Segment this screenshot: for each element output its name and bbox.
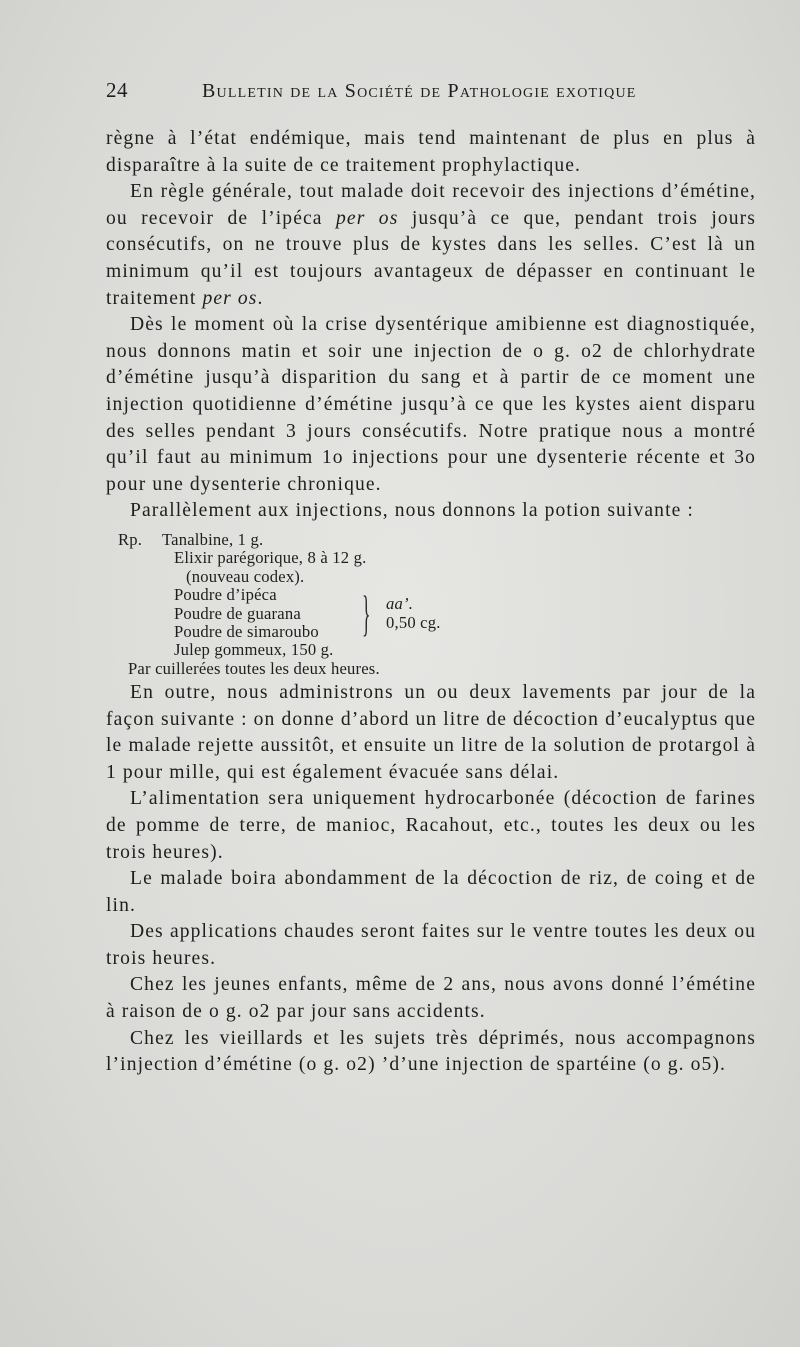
rx-ingredient: Poudre d’ipéca <box>174 585 277 605</box>
rx-ana-partes: aa’. <box>386 594 414 614</box>
prescription <box>106 531 756 678</box>
rx-ingredient: Poudre de simaroubo <box>174 621 319 641</box>
paragraph: Le malade boira abondamment de la décoction de riz, de coing et de lin. <box>106 868 756 916</box>
running-title: Bulletin de la Société de Pathologie exotique <box>202 80 637 102</box>
text-run: En règle générale, tout malade doit recevoir des injections d’émétine, ou recevoir de l’ipéca <box>106 181 756 229</box>
paragraph-continued: règne à l’état endémique, mais tend maintenant de plus en plus à disparaître à la suite de ce traitement prophylactique. <box>106 128 756 176</box>
rx-line: (nouveau codex). <box>186 566 305 586</box>
paragraph <box>106 179 756 312</box>
paragraph: Chez les jeunes enfants, même de 2 ans, nous avons donné l’émétine à raison de o g. o2 par jour sans accidents. <box>106 974 756 1023</box>
paragraph: Parallèlement aux injections, nous donnons la potion suivante : <box>130 500 694 522</box>
brace-symbol: } <box>362 585 371 642</box>
paragraph: Chez les vieillards et les sujets très déprimés, nous accompagnons l’injection d’émétine (o g. o2) ’d’une injection de spartéine (o g. o5). <box>106 1027 756 1076</box>
paragraph: Dès le moment où la crise dysentérique amibienne est diagnostiquée, nous donnons matin et soir une injection de o g. o2 de chlorhydrate d’émétine jusqu’à disparition du sang et à partir de ce moment une injection quotidienne d’émétine jusqu’à ce que les kystes aient disparu des selles pendant 3 jours consécutifs. Notre pratique nous a montré qu’il faut au minimum 1o injections pour une dysenterie récente et 3o pour une dysenterie chronique. <box>106 314 756 495</box>
page-number: 24 <box>106 78 128 102</box>
body-text <box>106 126 756 1079</box>
rx-grouped-ingredients <box>106 586 756 641</box>
page-header <box>106 78 756 108</box>
rx-line: Tanalbine, 1 g. <box>162 529 264 549</box>
rx-instructions: Par cuillerées toutes les deux heures. <box>128 658 380 678</box>
italic-text: per os <box>202 287 258 309</box>
rx-ingredient: Poudre de guarana <box>174 603 301 623</box>
paragraph: L’alimentation sera uniquement hydrocarbonée (décoction de farines de pomme de terre, de manioc, Racahout, etc., toutes les deux ou les trois heures). <box>106 788 756 863</box>
rx-line: Julep gommeux, 150 g. <box>174 640 334 660</box>
paragraph: En outre, nous administrons un ou deux lavements par jour de la façon suivante : on donne d’abord un litre de décoction d’eucalyptus que le malade rejette aussitôt, et ensuite un litre de la solution de protargol à 1 pour mille, qui est également évacuée sans délai. <box>106 681 756 783</box>
rx-line: Elixir parégorique, 8 à 12 g. <box>174 548 367 568</box>
italic-text: per os <box>336 207 399 229</box>
rx-dose: 0,50 cg. <box>386 613 441 633</box>
rx-label: Rp. <box>118 529 143 549</box>
text-run: . <box>257 287 264 309</box>
text-run: jusqu’à ce que, pendant trois jours consécutifs, on ne trouve plus de kystes dans les selles. C’est là un minimum qu’il est toujours avantageux de dépasser en continuant le traitement <box>106 207 757 309</box>
paragraph: Des applications chaudes seront faites sur le ventre toutes les deux ou trois heures. <box>106 921 756 969</box>
